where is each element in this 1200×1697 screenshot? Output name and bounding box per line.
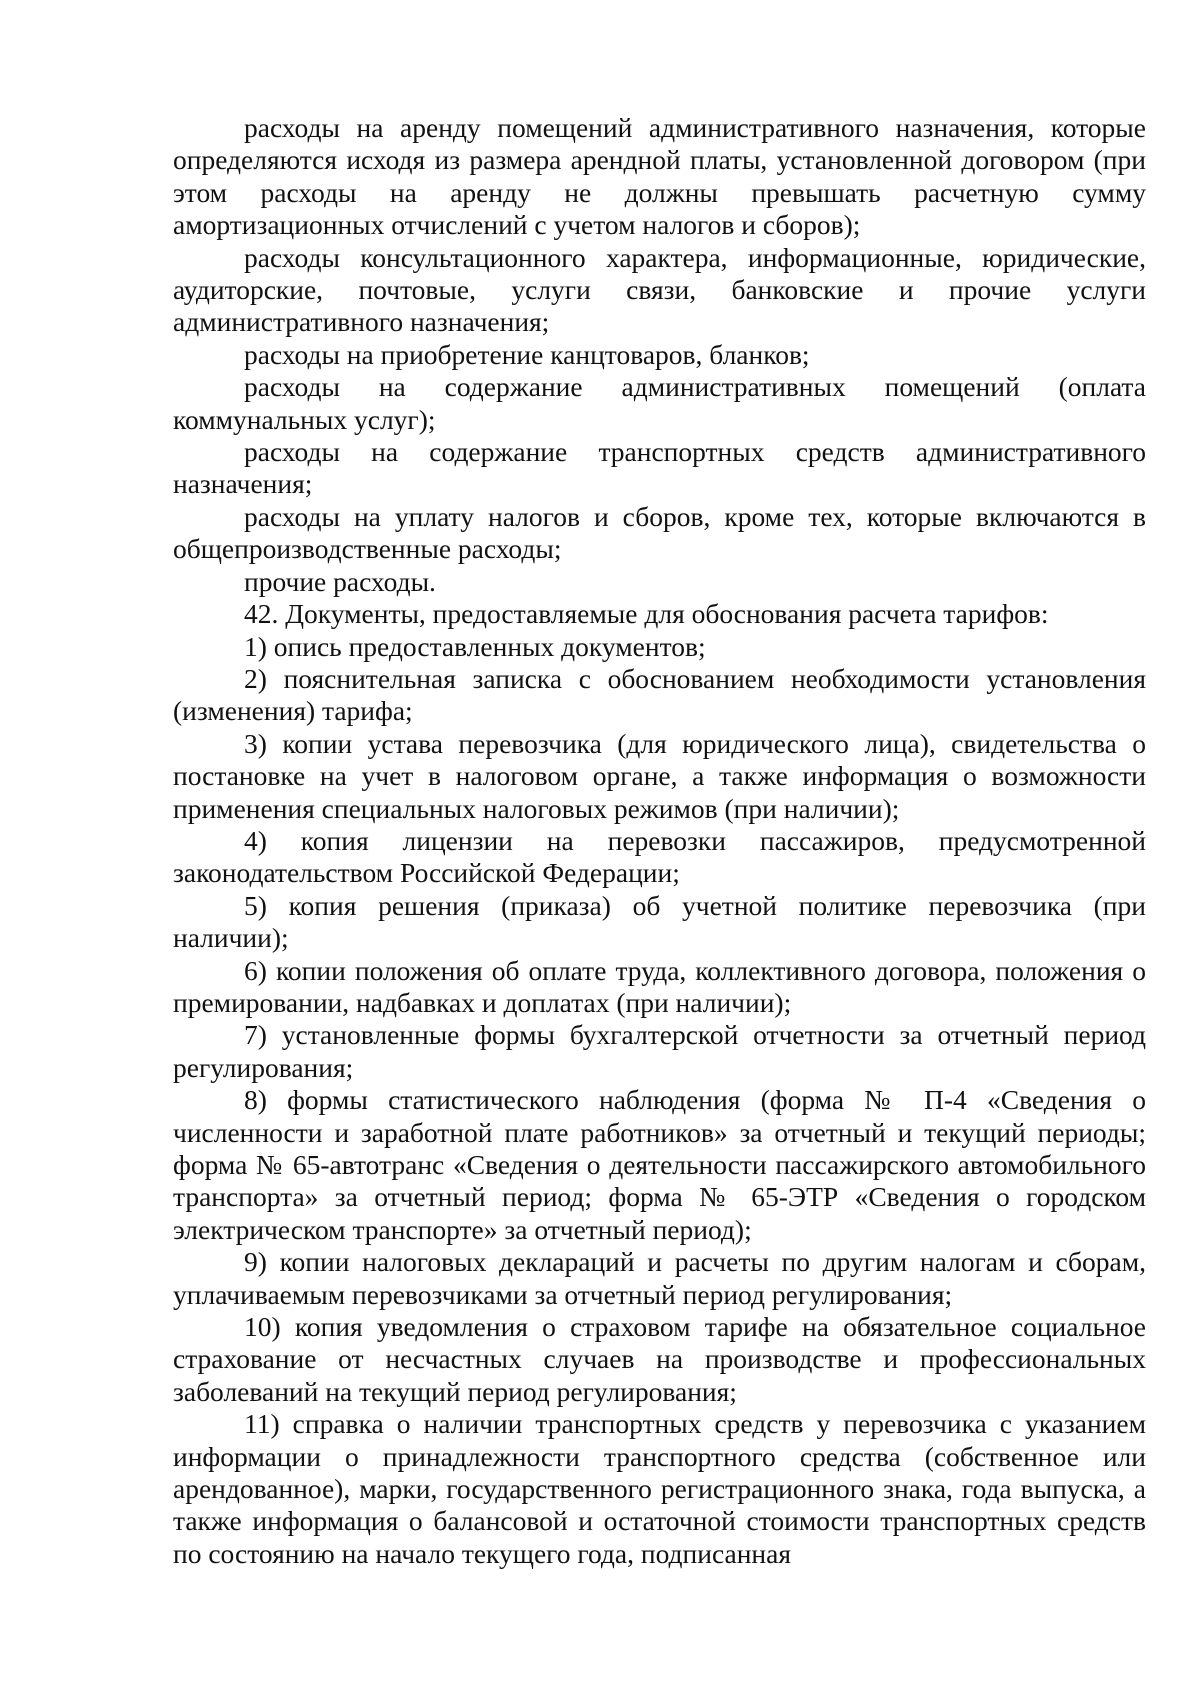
list-item-4: 4) копия лицензии на перевозки пассажиров, предусмотренной законодательством Российской Федерации;	[173, 824, 1146, 889]
list-item-2: 2) пояснительная записка с обоснованием необходимости установления (изменения) тарифа;	[173, 662, 1146, 727]
paragraph-stationery: расходы на приобретение канцтоваров, бланков;	[244, 338, 810, 370]
list-item-5: 5) копия решения (приказа) об учетной политике перевозчика (при наличии);	[173, 889, 1146, 954]
list-item-8: 8) формы статистического наблюдения (форма № П-4 «Сведения о численности и заработной плате работников» за отчетный и текущий периоды; форма № 65-автотранс «Сведения о деятельности пассажирского автомобильного транспорта» за отчетный период; форма № 65-ЭТР «Сведения о городском электрическом транспорте» за отчетный период);	[173, 1084, 1146, 1245]
paragraph-taxes-fees: расходы на уплату налогов и сборов, кроме тех, которые включаются в общепроизводственные расходы;	[173, 500, 1146, 565]
paragraph-consulting-services: расходы консультационного характера, информационные, юридические, аудиторские, почтовые, услуги связи, банковские и прочие услуги административного назначения;	[173, 241, 1146, 338]
document-body	[173, 112, 1146, 1570]
paragraph-vehicle-maintenance: расходы на содержание транспортных средств административного назначения;	[173, 436, 1146, 500]
list-item-3: 3) копии устава перевозчика (для юридического лица), свидетельства о постановке на учет в налоговом органе, а также информация о возможности применения специальных налоговых режимов (при наличии);	[173, 727, 1146, 824]
list-item-11: 11) справка о наличии транспортных средств у перевозчика с указанием информации о принадлежности транспортного средства (собственное или арендованное), марки, государственного регистрационного знака, года выпуска, а также информация о балансовой и остаточной стоимости транспортных средств по состоянию на начало текущего года, подписанная	[173, 1408, 1146, 1569]
paragraph-other-expenses: прочие расходы.	[244, 565, 436, 597]
list-item-10: 10) копия уведомления о страховом тарифе на обязательное социальное страхование от несчастных случаев на производстве и профессиональных заболеваний на текущий период регулирования;	[173, 1311, 1146, 1407]
list-item-6: 6) копии положения об оплате труда, коллективного договора, положения о премировании, надбавках и доплатах (при наличии);	[173, 954, 1146, 1018]
list-item-1: 1) опись предоставленных документов;	[244, 630, 706, 662]
list-item-7: 7) установленные формы бухгалтерской отчетности за отчетный период регулирования;	[173, 1019, 1146, 1083]
paragraph-premises-maintenance: расходы на содержание административных помещений (оплата коммунальных услуг);	[173, 371, 1146, 435]
list-item-9: 9) копии налоговых деклараций и расчеты по другим налогам и сборам, уплачиваемым перевозчиками за отчетный период регулирования;	[173, 1246, 1146, 1310]
paragraph-section-42-heading: 42. Документы, предоставляемые для обоснования расчета тарифов:	[244, 598, 1049, 630]
paragraph-admin-rent: расходы на аренду помещений административного назначения, которые определяются исходя из размера арендной платы, установленной договором (при этом расходы на аренду не должны превышать расчетную сумму амортизационных отчислений с учетом налогов и сборов);	[173, 112, 1146, 241]
